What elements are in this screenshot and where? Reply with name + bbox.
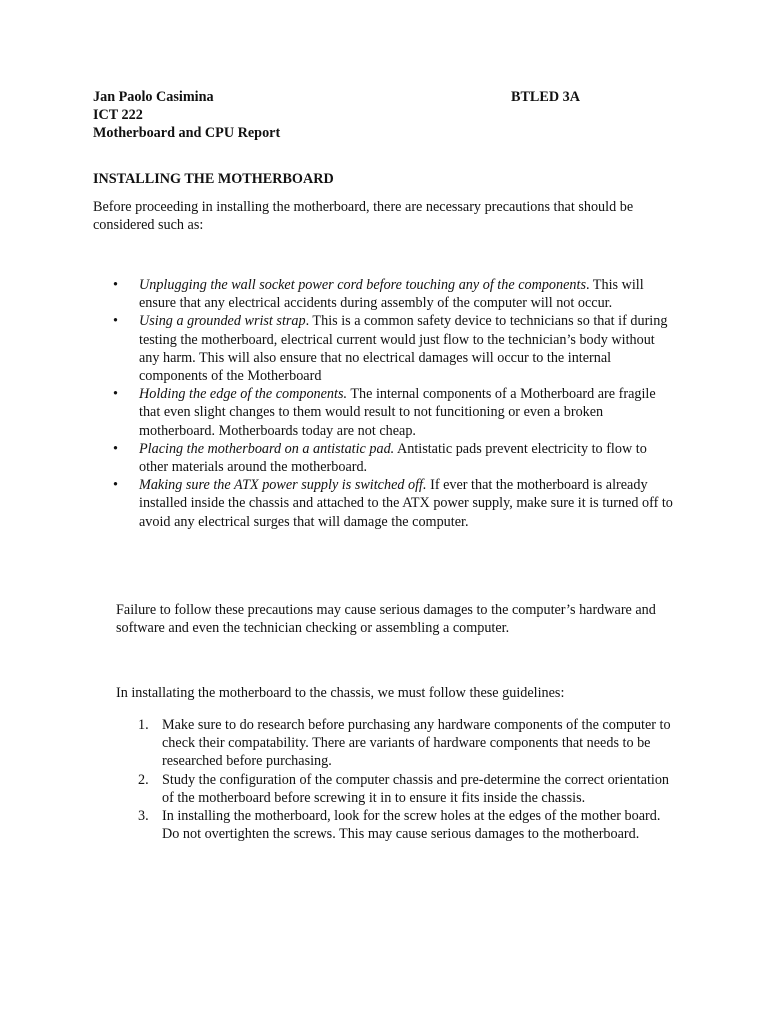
list-item	[93, 276, 673, 312]
precaution-lead: Using a grounded wrist strap	[139, 313, 306, 330]
bullet-icon: •	[113, 477, 118, 494]
precautions-list	[93, 276, 673, 531]
precaution-lead: Placing the motherboard on a antistatic pad.	[139, 440, 395, 457]
precaution-lead: Holding the edge of the components.	[139, 386, 348, 403]
bullet-icon: •	[113, 313, 118, 330]
warning-paragraph: Failure to follow these precautions may cause serious damages to the computer’s hardware and software and even the technician checking or assembling a computer.	[116, 602, 656, 637]
list-item	[93, 476, 673, 531]
author-name: Jan Paolo Casimina	[93, 89, 214, 105]
guidelines-list	[116, 716, 676, 843]
precaution-text: . This will ensure that any electrical accidents during assembly of the computer will not occur.	[139, 277, 644, 312]
bullet-icon: •	[113, 277, 118, 293]
precaution-text: Antistatic pads prevent electricity to flow to other materials around the motherboard.	[139, 440, 647, 476]
precaution-lead: Unplugging the wall socket power cord before touching any of the components	[139, 277, 586, 293]
precaution-text: If ever that the motherboard is already installed inside the chassis and attached to the ATX power supply, make sure it is turned off to avoid any electrical surges that will damage the computer.	[139, 477, 673, 530]
list-item	[93, 312, 673, 385]
bullet-icon: •	[113, 386, 118, 403]
class-section: BTLED 3A	[511, 89, 580, 105]
step-text: Make sure to do research before purchasing any hardware components of the computer to check their compatability. There are variants of hardware components that needs to be researched before purchasing.	[162, 717, 671, 770]
report-title: Motherboard and CPU Report	[93, 125, 281, 141]
intro-paragraph: Before proceeding in installing the motherboard, there are necessary precautions that should be considered such as:	[93, 199, 634, 234]
step-text: Study the configuration of the computer chassis and pre-determine the correct orientation of the motherboard before screwing it in to ensure it fits inside the chassis.	[162, 771, 670, 806]
precaution-text: The internal components of a Motherboard are fragile that even slight changes to them would result to not funcitioning or even a broken motherboard. Motherboards today are not cheap.	[139, 386, 656, 439]
section-heading: INSTALLING THE MOTHERBOARD	[93, 171, 334, 187]
step-number: 1.	[138, 717, 149, 733]
course-code: ICT 222	[93, 107, 143, 123]
list-item	[93, 385, 673, 440]
step-number: 2.	[138, 771, 149, 788]
list-item	[93, 440, 673, 476]
guidelines-intro: In installating the motherboard to the chassis, we must follow these guidelines:	[116, 685, 565, 701]
list-item	[116, 716, 676, 771]
precaution-text: . This is a common safety device to technicians so that if during testing the motherboard, electrical current would just flow to the technician’s body without any harm. This will also ensure that no electrical damages will occur to the internal components of the Motherboard	[139, 313, 668, 385]
bullet-icon: •	[113, 440, 118, 457]
list-item	[116, 807, 676, 843]
precaution-lead: Making sure the ATX power supply is switched off.	[139, 477, 427, 494]
list-item	[116, 771, 676, 807]
step-number: 3.	[138, 808, 149, 825]
step-text: In installing the motherboard, look for the screw holes at the edges of the mother board. Do not overtighten the screws. This may cause serious damages to the motherboard.	[162, 808, 661, 843]
